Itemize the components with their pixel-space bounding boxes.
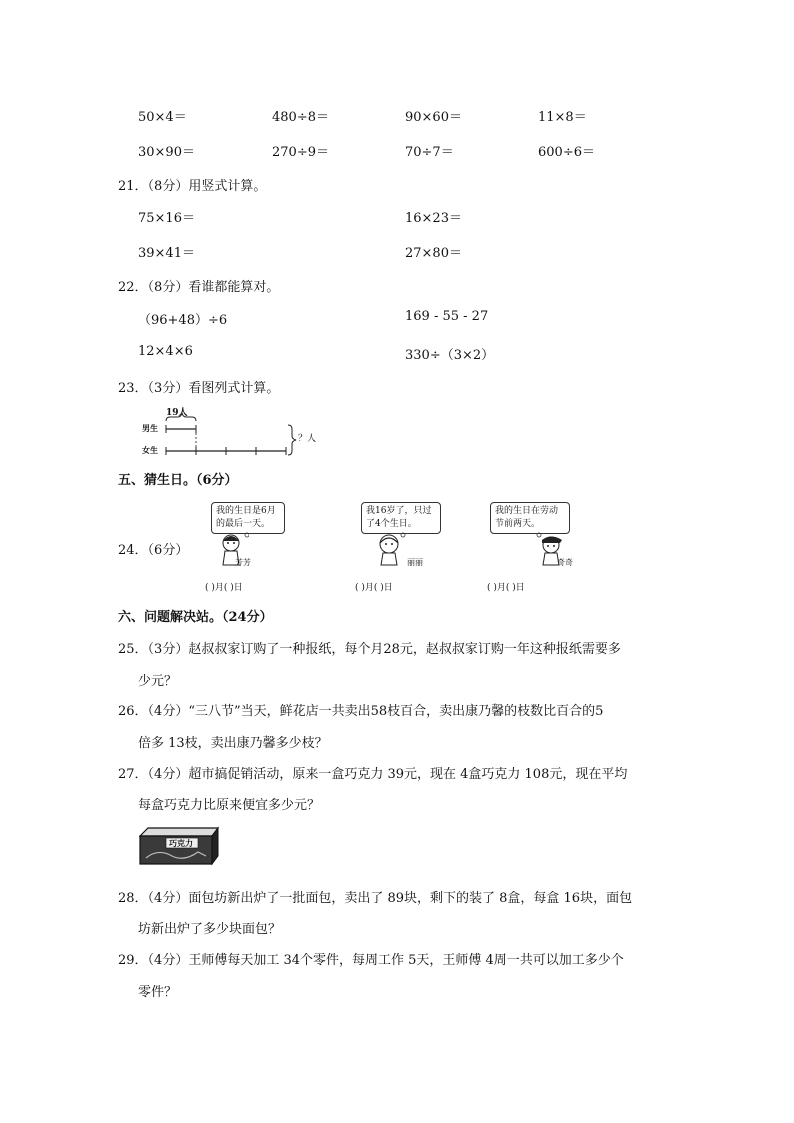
q21-item: 39×41＝ <box>138 246 195 261</box>
question-24-title: 24．（6分） <box>118 543 189 558</box>
section-5-title: 五、猜生日。（6分） <box>118 473 238 488</box>
kid-name: 丽丽 <box>407 558 423 567</box>
oral-item: 480÷8＝ <box>272 110 329 125</box>
speech-bubble: 我16岁了，只过了4个生日。 <box>361 502 441 534</box>
question-22-title: 22．（8分）看谁都能算对。 <box>118 280 280 295</box>
q22-item: 169 - 55 - 27 <box>405 309 489 324</box>
speech-bubble: 我的生日在劳动节前两天。 <box>490 502 570 534</box>
girl-lili-icon <box>375 531 407 571</box>
q21-item: 75×16＝ <box>138 211 195 226</box>
chocolate-box-image <box>138 826 220 866</box>
date-fill-blank: ( )月( )日 <box>487 583 525 593</box>
section-6-title: 六、问题解决站。（24分） <box>118 610 273 625</box>
kid-name: 芳芳 <box>235 558 251 567</box>
question-27-line2: 每盒巧克力比原来便宜多少元？ <box>138 798 321 813</box>
oral-item: 30×90＝ <box>138 145 195 160</box>
question-25-line1: 25．（3分）赵叔叔家订购了一种报纸，每个月28元，赵叔叔家订购一年这种报纸需要多 <box>118 642 621 657</box>
chocolate-box-label: 巧克力 <box>169 838 193 848</box>
oral-item: 11×8＝ <box>538 110 587 125</box>
date-fill-blank: ( )月( )日 <box>205 583 243 593</box>
question-29-line2: 零件？ <box>138 985 178 1000</box>
oral-item: 270÷9＝ <box>272 145 329 160</box>
speech-bubble: 我的生日是6月的最后一天。 <box>211 502 285 534</box>
question-26-line1: 26．（4分）“三八节”当天，鲜花店一共卖出58枝百合，卖出康乃馨的枝数比百合的5 <box>118 704 604 719</box>
q22-item: 330÷（3×2） <box>405 348 495 363</box>
segment-diagram <box>140 403 318 461</box>
diagram-question-label: ？人 <box>298 434 317 444</box>
birthday-figure <box>205 497 605 593</box>
q22-item: 12×4×6 <box>138 344 193 359</box>
question-23-title: 23．（3分）看图列式计算。 <box>118 381 280 396</box>
diagram-boys-label: 男生 <box>142 423 158 433</box>
diagram-top-label: 19人 <box>166 408 188 418</box>
diagram-lines <box>140 403 318 461</box>
oral-item: 50×4＝ <box>138 110 187 125</box>
question-21-title: 21．（8分）用竖式计算。 <box>118 179 267 194</box>
q22-item: （96+48）÷6 <box>138 313 228 328</box>
oral-item: 90×60＝ <box>405 110 462 125</box>
question-28-line2: 坊新出炉了多少块面包？ <box>138 922 282 937</box>
date-fill-blank: ( )月( )日 <box>355 583 393 593</box>
question-26-line2: 倍多 13枝，卖出康乃馨多少枝？ <box>138 736 328 751</box>
question-25-line2: 少元？ <box>138 674 178 689</box>
question-28-line1: 28．（4分）面包坊新出炉了一批面包，卖出了 89块，剩下的装了 8盒，每盒 16块，面包 <box>118 891 633 906</box>
q21-item: 27×80＝ <box>405 246 462 261</box>
question-29-line1: 29．（4分）王师傅每天加工 34个零件，每周工作 5天，王师傅 4周一共可以加工多少个 <box>118 953 624 968</box>
oral-item: 70÷7＝ <box>405 145 454 160</box>
kid-name: 奇奇 <box>557 558 573 567</box>
diagram-girls-label: 女生 <box>142 445 158 455</box>
oral-item: 600÷6＝ <box>538 145 595 160</box>
q21-item: 16×23＝ <box>405 211 462 226</box>
question-27-line1: 27．（4分）超市搞促销活动，原来一盒巧克力 39元，现在 4盒巧克力 108元，现在平均 <box>118 767 628 782</box>
